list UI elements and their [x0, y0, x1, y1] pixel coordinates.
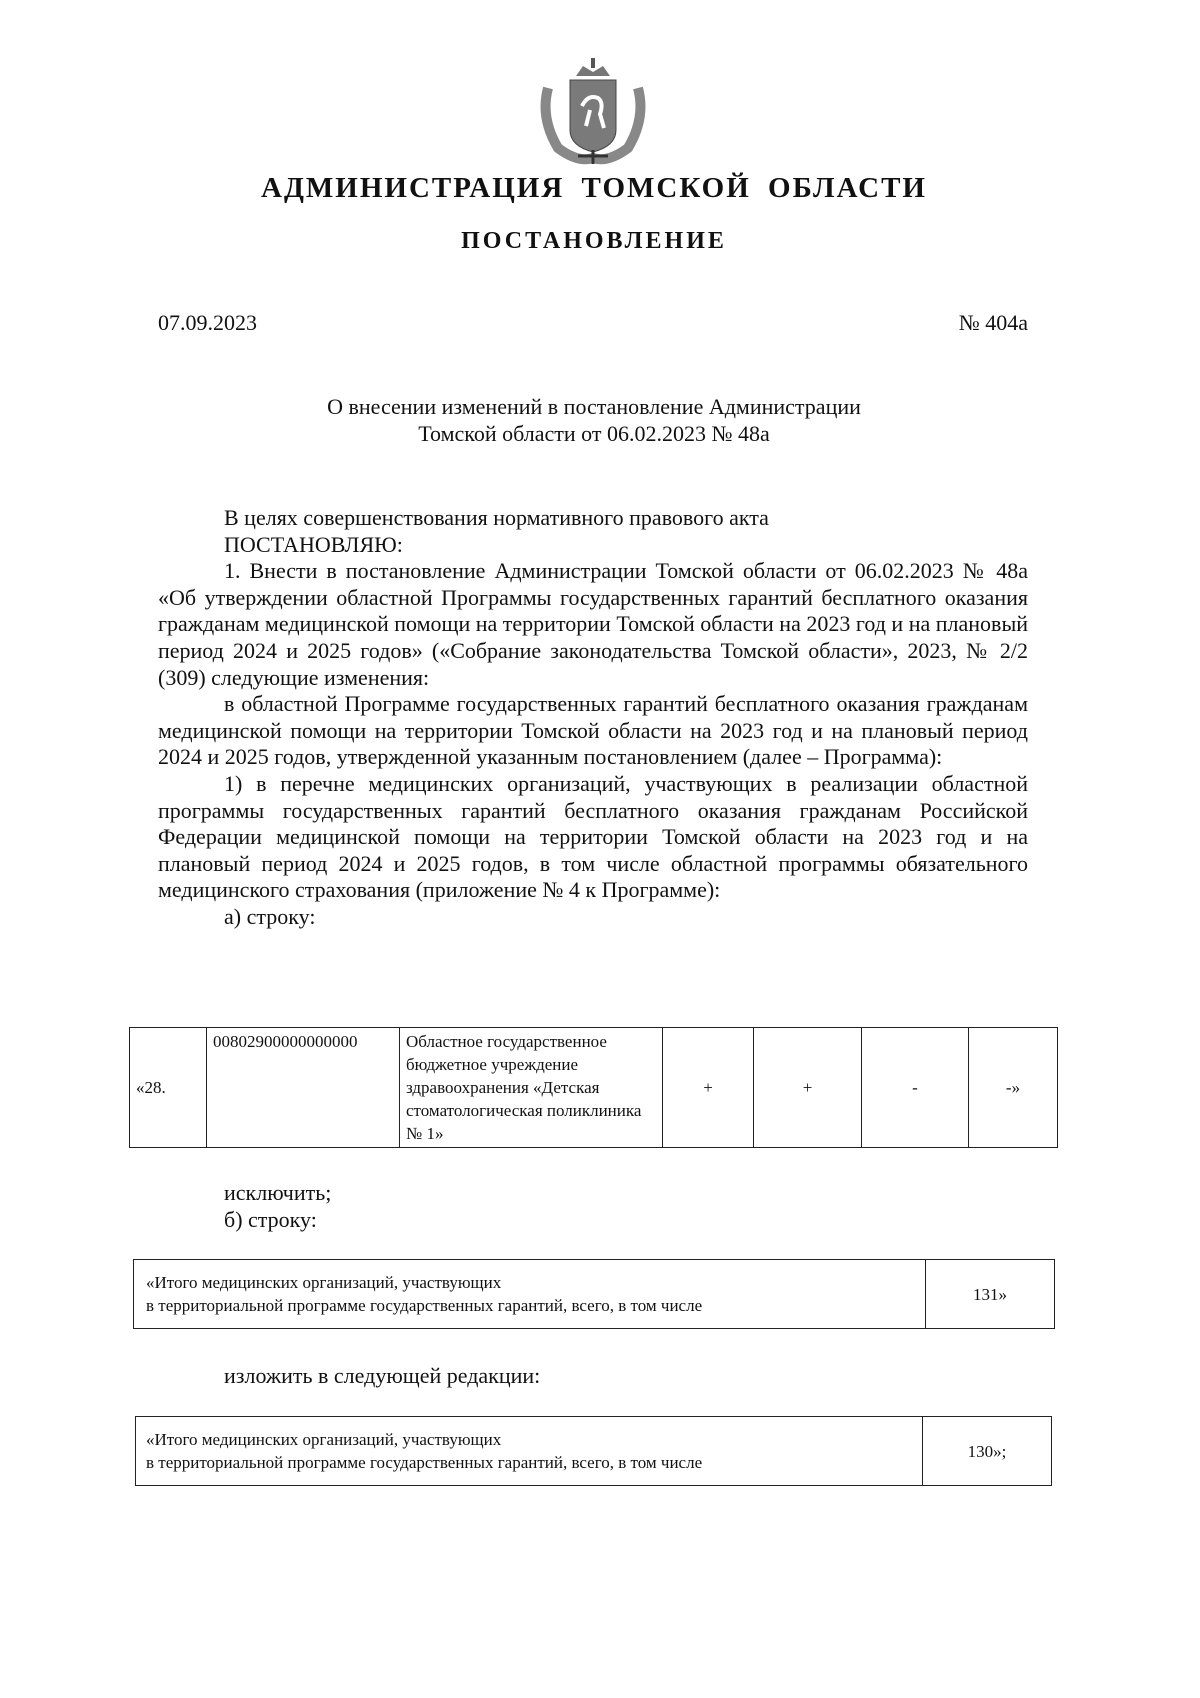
subject-line: О внесении изменений в постановление Администрации [327, 394, 861, 419]
document-date: 07.09.2023 [158, 310, 257, 335]
paragraph: 1. Внести в постановление Администрации Томской области от 06.02.2023 № 48а «Об утверждении областной Программы государственных гарантий бесплатного оказания гражданам медицинской помощи на территории Томской области на 2023 год и на плановый период 2024 и 2025 годов» («Собрание законодательства Томской области», 2023, № 2/2 (309) следующие изменения: [158, 558, 1028, 690]
cell-code: 00802900000000000 [207, 1028, 400, 1148]
cell-mark: -» [969, 1028, 1058, 1148]
paragraph: в областной Программе государственных гарантий бесплатного оказания гражданам медицинской помощи на территории Томской области на 2023 год и на плановый период 2024 и 2025 годов, утвержденной указанным постановлением (далее – Программа): [158, 691, 1028, 770]
table-row [130, 1028, 1058, 1148]
table-row [134, 1260, 1055, 1329]
label-line: «Итого медицинских организаций, участвующих [146, 1273, 502, 1292]
instruction-replace: изложить в следующей редакции: [224, 1363, 541, 1388]
new-total-table [135, 1416, 1052, 1486]
resolve-heading: ПОСТАНОВЛЯЮ: [224, 531, 403, 557]
label-line: в территориальной программе государственных гарантий, всего, в том числе [146, 1296, 703, 1315]
cell-total-label [134, 1260, 926, 1329]
table-row [136, 1417, 1052, 1486]
organization-name: АДМИНИСТРАЦИЯ ТОМСКОЙ ОБЛАСТИ [261, 172, 927, 204]
document-number: № 404а [958, 310, 1028, 335]
coat-of-arms-icon [538, 58, 648, 166]
paragraph: 1) в перечне медицинских организаций, участвующих в реализации областной программы государственных гарантий бесплатного оказания гражданам Российской Федерации медицинской помощи на территории Томской области на 2023 год и на плановый период 2024 и 2025 годов, в том числе областной программы обязательного медицинского страхования (приложение № 4 к Программе): [158, 770, 1028, 903]
instruction-row-b: б) строку: [224, 1207, 317, 1232]
instruction-exclude: исключить; [224, 1180, 332, 1205]
cell-number: «28. [130, 1028, 207, 1148]
cell-total-value: 130»; [923, 1417, 1052, 1486]
paragraph: а) строку: [224, 903, 316, 929]
cell-mark: + [663, 1028, 754, 1148]
document-body [158, 505, 1028, 931]
document-subject [200, 393, 988, 447]
cell-mark: - [862, 1028, 969, 1148]
cell-total-label [136, 1417, 923, 1486]
label-line: «Итого медицинских организаций, участвующих [146, 1430, 502, 1449]
subject-line: Томской области от 06.02.2023 № 48а [418, 421, 770, 446]
label-line: в территориальной программе государственных гарантий, всего, в том числе [146, 1453, 703, 1472]
document-type: ПОСТАНОВЛЕНИЕ [461, 228, 727, 254]
old-total-table [133, 1259, 1055, 1329]
excluded-row-table [129, 1027, 1058, 1148]
paragraph: В целях совершенствования нормативного правового акта [224, 505, 769, 530]
cell-mark: + [754, 1028, 862, 1148]
cell-organization: Областное государственное бюджетное учреждение здравоохранения «Детская стоматологическая поликлиника № 1» [400, 1028, 663, 1148]
cell-total-value: 131» [926, 1260, 1055, 1329]
